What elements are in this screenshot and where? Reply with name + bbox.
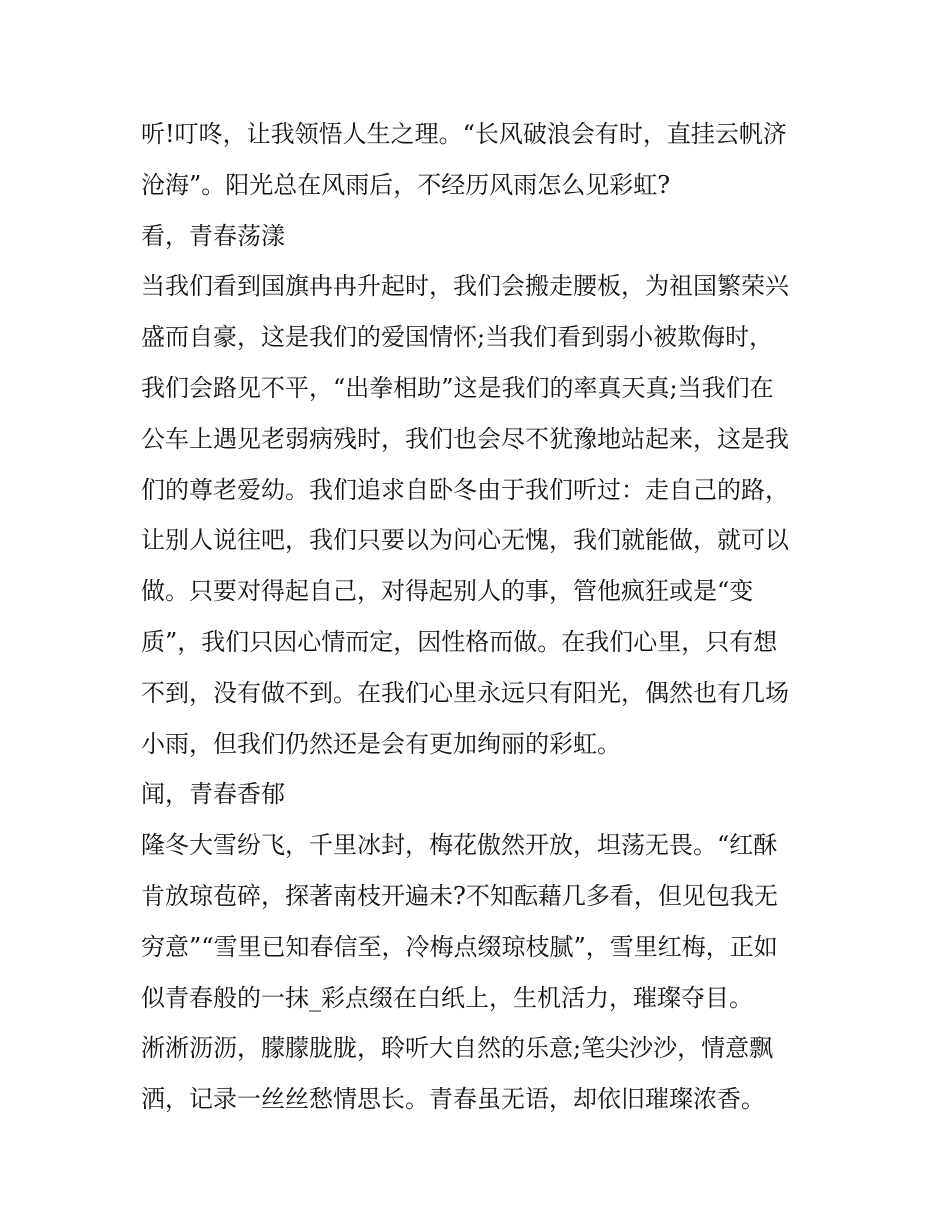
text-line: 质”，我们只因心情而定，因性格而做。在我们心里，只有想 (141, 627, 778, 656)
text-line: 做。只要对得起自己，对得起别人的事，管他疯狂或是“变 (141, 577, 754, 606)
text-line: 当我们看到国旗冉冉升起时，我们会搬走腰板，为祖国繁荣兴 (141, 272, 789, 301)
document-body (141, 109, 821, 1125)
text-line: 沧海”。阳光总在风雨后，不经历风雨怎么见彩虹? (141, 170, 671, 199)
text-line: 洒，记录一丝丝愁情思长。青春虽无语，却依旧璀璨浓香。 (141, 1085, 765, 1114)
text-line: 让别人说往吧，我们只要以为问心无愧，我们就能做，就可以 (141, 526, 789, 555)
section-heading: 闻，青春香郁 (141, 780, 285, 809)
text-line: 淅淅沥沥，朦朦胧胧，聆听大自然的乐意;笔尖沙沙，情意飘 (141, 1034, 774, 1063)
text-line: 小雨，但我们仍然还是会有更加绚丽的彩虹。 (141, 729, 621, 758)
section-heading: 看，青春荡漾 (141, 221, 285, 250)
text-line: 穷意”“雪里已知春信至，冷梅点缀琼枝腻”，雪里红梅，正如 (141, 932, 778, 961)
text-line: 公车上遇见老弱病残时，我们也会尽不犹豫地站起来，这是我 (141, 424, 789, 453)
text-line: 盛而自豪，这是我们的爱国情怀;当我们看到弱小被欺侮时， (141, 323, 774, 352)
text-line: 们的尊老爱幼。我们追求自卧冬由于我们听过：走自己的路， (141, 475, 789, 504)
text-line: 肯放琼苞碎，探著南枝开遍未?不知酝藉几多看，但见包我无 (141, 881, 778, 910)
text-line: 不到，没有做不到。在我们心里永远只有阳光，偶然也有几场 (141, 678, 789, 707)
text-line: 隆冬大雪纷飞，千里冰封，梅花傲然开放，坦荡无畏。“红酥 (141, 831, 778, 860)
text-line: 我们会路见不平，“出拳相助”这是我们的率真天真;当我们在 (141, 373, 774, 402)
text-line: 似青春般的一抹_彩点缀在白纸上，生机活力，璀璨夺目。 (141, 983, 753, 1012)
text-line: 听!叮咚，让我领悟人生之理。“长风破浪会有时，直挂云帆济 (141, 120, 787, 148)
